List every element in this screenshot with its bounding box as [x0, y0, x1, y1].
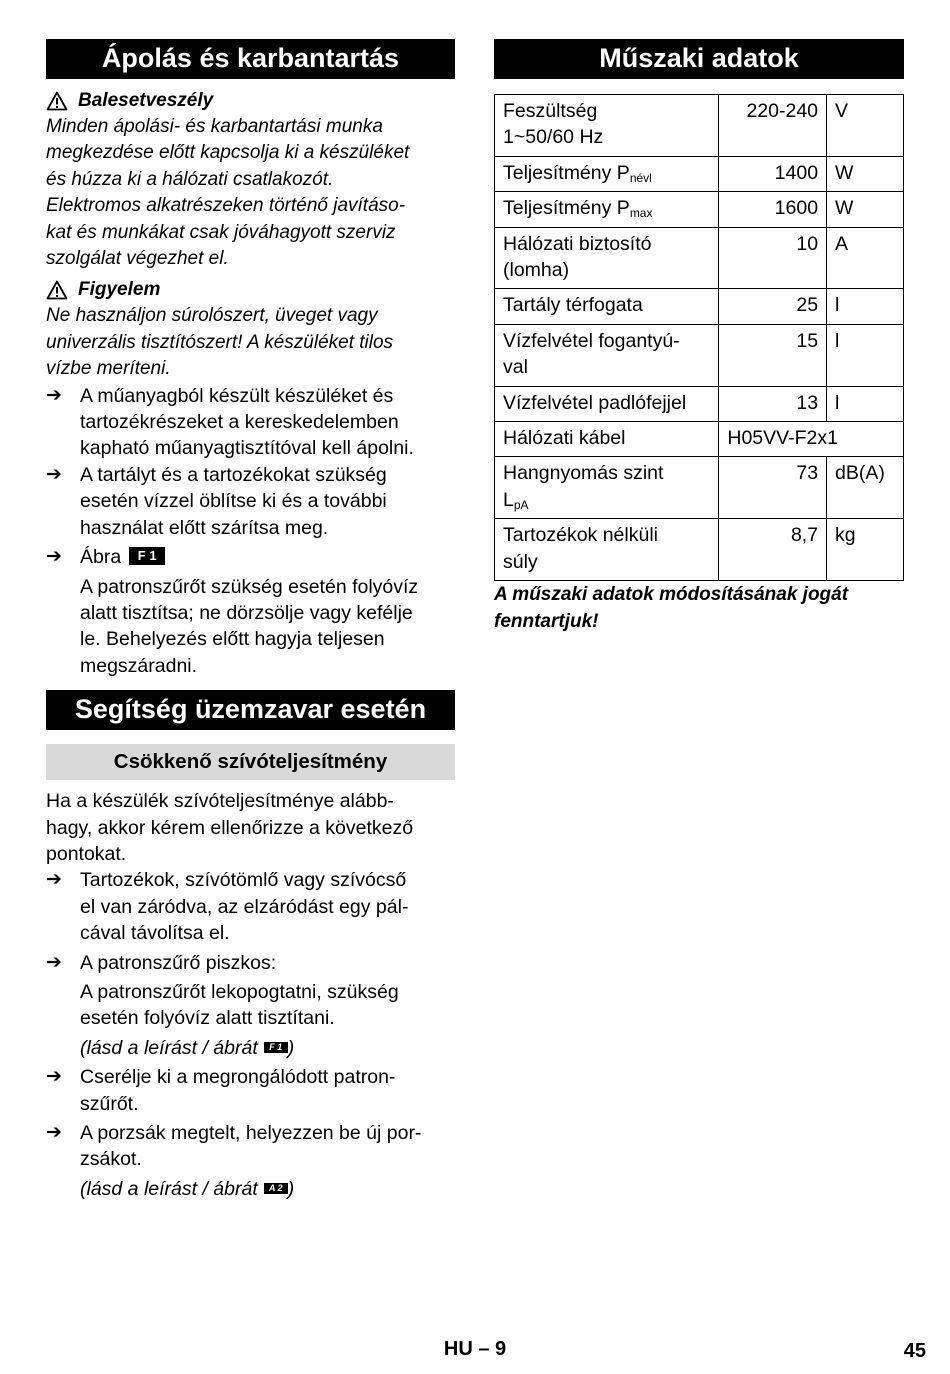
technical-data-title: Műszaki adatok	[494, 39, 904, 79]
figure-reference-1: (lásd a leírást / ábrát F 1 )	[80, 1036, 295, 1059]
figure-f1-icon: F 1	[264, 1042, 288, 1053]
trouble-bullet-dust-bag: ➔ A porzsák megtelt, helyezzen be új por- zsákot.	[46, 1120, 455, 1173]
figure-label: Ábra	[80, 546, 122, 569]
arrow-right-icon: ➔	[46, 869, 62, 891]
warning-attention-title: Figyelem	[78, 279, 161, 301]
trouble-bullet-blocked: ➔ Tartozékok, szívótömlő vagy szívócső el van záródva, az elzáródást egy pál- cával távolítsa el.	[46, 867, 455, 946]
trouble-filter-text: A patronszűrőt lekopogtatni, szükség esetén folyóvíz alatt tisztítani.	[80, 980, 399, 1030]
trouble-bullet-dirty-filter: ➔ A patronszűrő piszkos:	[46, 950, 455, 976]
technical-data-note: A műszaki adatok módosításának jogát fenntartjuk!	[494, 584, 849, 632]
table-row: Hálózati kábel H05VV-F2x1	[495, 422, 904, 457]
figure-f1-icon: F 1	[129, 547, 165, 565]
warning-accident-title: Balesetveszély	[78, 90, 214, 111]
arrow-right-icon: ➔	[46, 951, 62, 973]
table-row: Vízfelvétel padlófejjel 13 l	[495, 386, 904, 421]
arrow-right-icon: ➔	[46, 384, 62, 406]
warning-accident	[46, 88, 455, 114]
care-bullet-figure	[46, 544, 455, 570]
table-row: Feszültség 1~50/60 Hz 220-240 V	[495, 95, 904, 157]
care-bullet-tank: ➔ A tartályt és a tartozékokat szükség esetén vízzel öblítse ki és a további használat előtt szárítsa meg.	[46, 462, 455, 541]
technical-data-table	[494, 94, 904, 581]
warning-triangle-icon	[46, 280, 68, 300]
figure-a2-icon: A 2	[264, 1183, 288, 1194]
table-row: Vízfelvétel fogantyú- val 15 l	[495, 324, 904, 386]
arrow-right-icon: ➔	[46, 1066, 62, 1088]
troubleshooting-title: Segítség üzemzavar esetén	[46, 690, 455, 730]
troubleshooting-intro: Ha a készülék szívóteljesítménye alább- hagy, akkor kérem ellenőrizze a következő pontokat.	[46, 790, 414, 865]
arrow-right-icon: ➔	[46, 546, 62, 568]
table-row: Tartozékok nélküli súly 8,7 kg	[495, 519, 904, 581]
warning-attention-text: Ne használjon súrolószert, üveget vagy univerzális tisztítószert! A készüléket tilos vízbe meríteni.	[46, 305, 394, 380]
table-row: Hangnyomás szint $L_{pA}$ 73 dB(A)	[495, 457, 904, 519]
warning-attention	[46, 277, 455, 303]
reduced-suction-title: Csökkenő szívóteljesítmény	[46, 744, 455, 780]
care-bullet-plastic: ➔ A műanyagból készült készüléket és tartozékrészeket a kereskedelemben kapható műanyagtisztítóval kell ápolni.	[46, 383, 455, 462]
warning-triangle-icon	[46, 91, 68, 111]
right-column	[494, 39, 904, 635]
footer-page-number: 45	[903, 1340, 926, 1362]
arrow-right-icon: ➔	[46, 463, 62, 485]
table-row: Teljesítmény $P_{max}$ 1600 W	[495, 192, 904, 227]
arrow-right-icon: ➔	[46, 1122, 62, 1143]
table-row: Tartály térfogata 25 l	[495, 289, 904, 324]
warning-accident-text: Minden ápolási- és karbantartási munka megkezdése előtt kapcsolja ki a készüléket és húzza ki a hálózati csatlakozót. Elektromos alkatrészeken történő javításo- kat és munkákat csak jóváhagyott szerviz szolgálat végezhet el.	[46, 116, 410, 270]
care-filter-text: A patronszűrőt szükség esetén folyóvíz alatt tisztítsa; ne dörzsölje vagy kefélje le. Behelyezés előtt hagyja teljesen megszáradni.	[80, 575, 419, 677]
trouble-bullet-replace-filter: ➔ Cserélje ki a megrongálódott patron- szűrőt.	[46, 1064, 455, 1117]
table-row: Teljesítmény $P_{névl}$ 1400 W	[495, 156, 904, 191]
table-row: Hálózati biztosító (lomha) 10 A	[495, 227, 904, 289]
footer-section-label: HU – 9	[443, 1338, 507, 1360]
care-title: Ápolás és karbantartás	[46, 39, 455, 79]
figure-reference-2: (lásd a leírást / ábrát A 2 )	[80, 1177, 295, 1200]
left-column	[46, 39, 455, 1202]
